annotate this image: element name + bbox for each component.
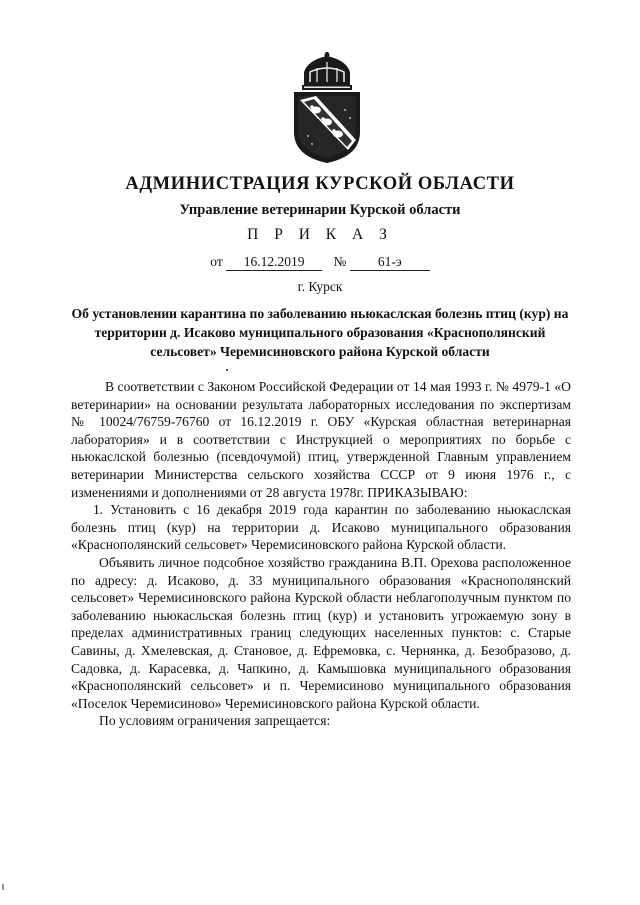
stray-dot [226,369,228,371]
number-prefix: № [333,254,347,269]
paragraph-restrictions: По условиям ограничения запрещается: [99,713,331,729]
order-body [71,378,571,730]
order-date: 16.12.2019 [226,254,322,271]
order-number: 61-э [350,254,430,271]
paragraph-item-1: 1. Установить с 16 декабря 2019 года карантин по заболеванию ньюкаслская болезнь птиц (кур) на территории д. Исаково муниципального образования «Краснополянский сельсовет» Черемисиновского района Курской области. [71,502,571,553]
scan-mark [2,884,4,890]
city: г. Курск [297,279,343,294]
date-prefix: от [210,254,223,269]
department-name: Управление ветеринарии Курской области [179,202,461,218]
document-type: П Р И К А З [247,226,393,243]
coat-of-arms-emblem [290,52,364,164]
date-number-line [0,254,640,271]
paragraph-preamble: В соответствии с Законом Российской Федерации от 14 мая 1993 г. № 4979-1 «О ветеринарии» на основании результата лабораторных исследования по экспертизам № 10024/76759-76760 от 16.12.2019 г. ОБУ «Курская областная ветеринарная лаборатория» и в соответствии с Инструкцией о мероприятиях по борьбе с ньюкаслской болезнью (псевдочумой) птиц, утвержденной Главным управлением ветеринарии Министерства сельского хозяйства СССР от 9 июня 1976 г., с изменениями и дополнениями от 28 августа 1978г. ПРИКАЗЫВАЮ: [71,379,571,500]
paragraph-declare: Объявить личное подсобное хозяйство гражданина В.П. Орехова расположенное по адресу: д. Исаково, д. 33 муниципального образования «Краснополянский сельсовет» Черемисиновского района Курской области неблагополучным пунктом по заболеванию ньюкасльская болезнь птиц (кур) и установить угрожаемую зону в пределах административных границ следующих населенных пунктов: с. Старые Савины, д. Хмелевская, д. Становое, д. Ефремовка, с. Чернянка, д. Безобразово, д. Садовка, д. Карасевка, д. Чапкино, д. Камышовка муниципального образования «Краснополянский сельсовет» и п. Черемисиново муниципального образования «Поселок Черемисиново» Черемисиновского района Курской области. [71,554,571,711]
order-subject: Об установлении карантина по заболеванию ньюкаслская болезнь птиц (кур) на территории д. Исаково муниципального образования «Краснополянский сельсовет» Черемисиновского района Курской области [71,306,569,359]
organization-title: АДМИНИСТРАЦИЯ КУРСКОЙ ОБЛАСТИ [125,174,515,194]
